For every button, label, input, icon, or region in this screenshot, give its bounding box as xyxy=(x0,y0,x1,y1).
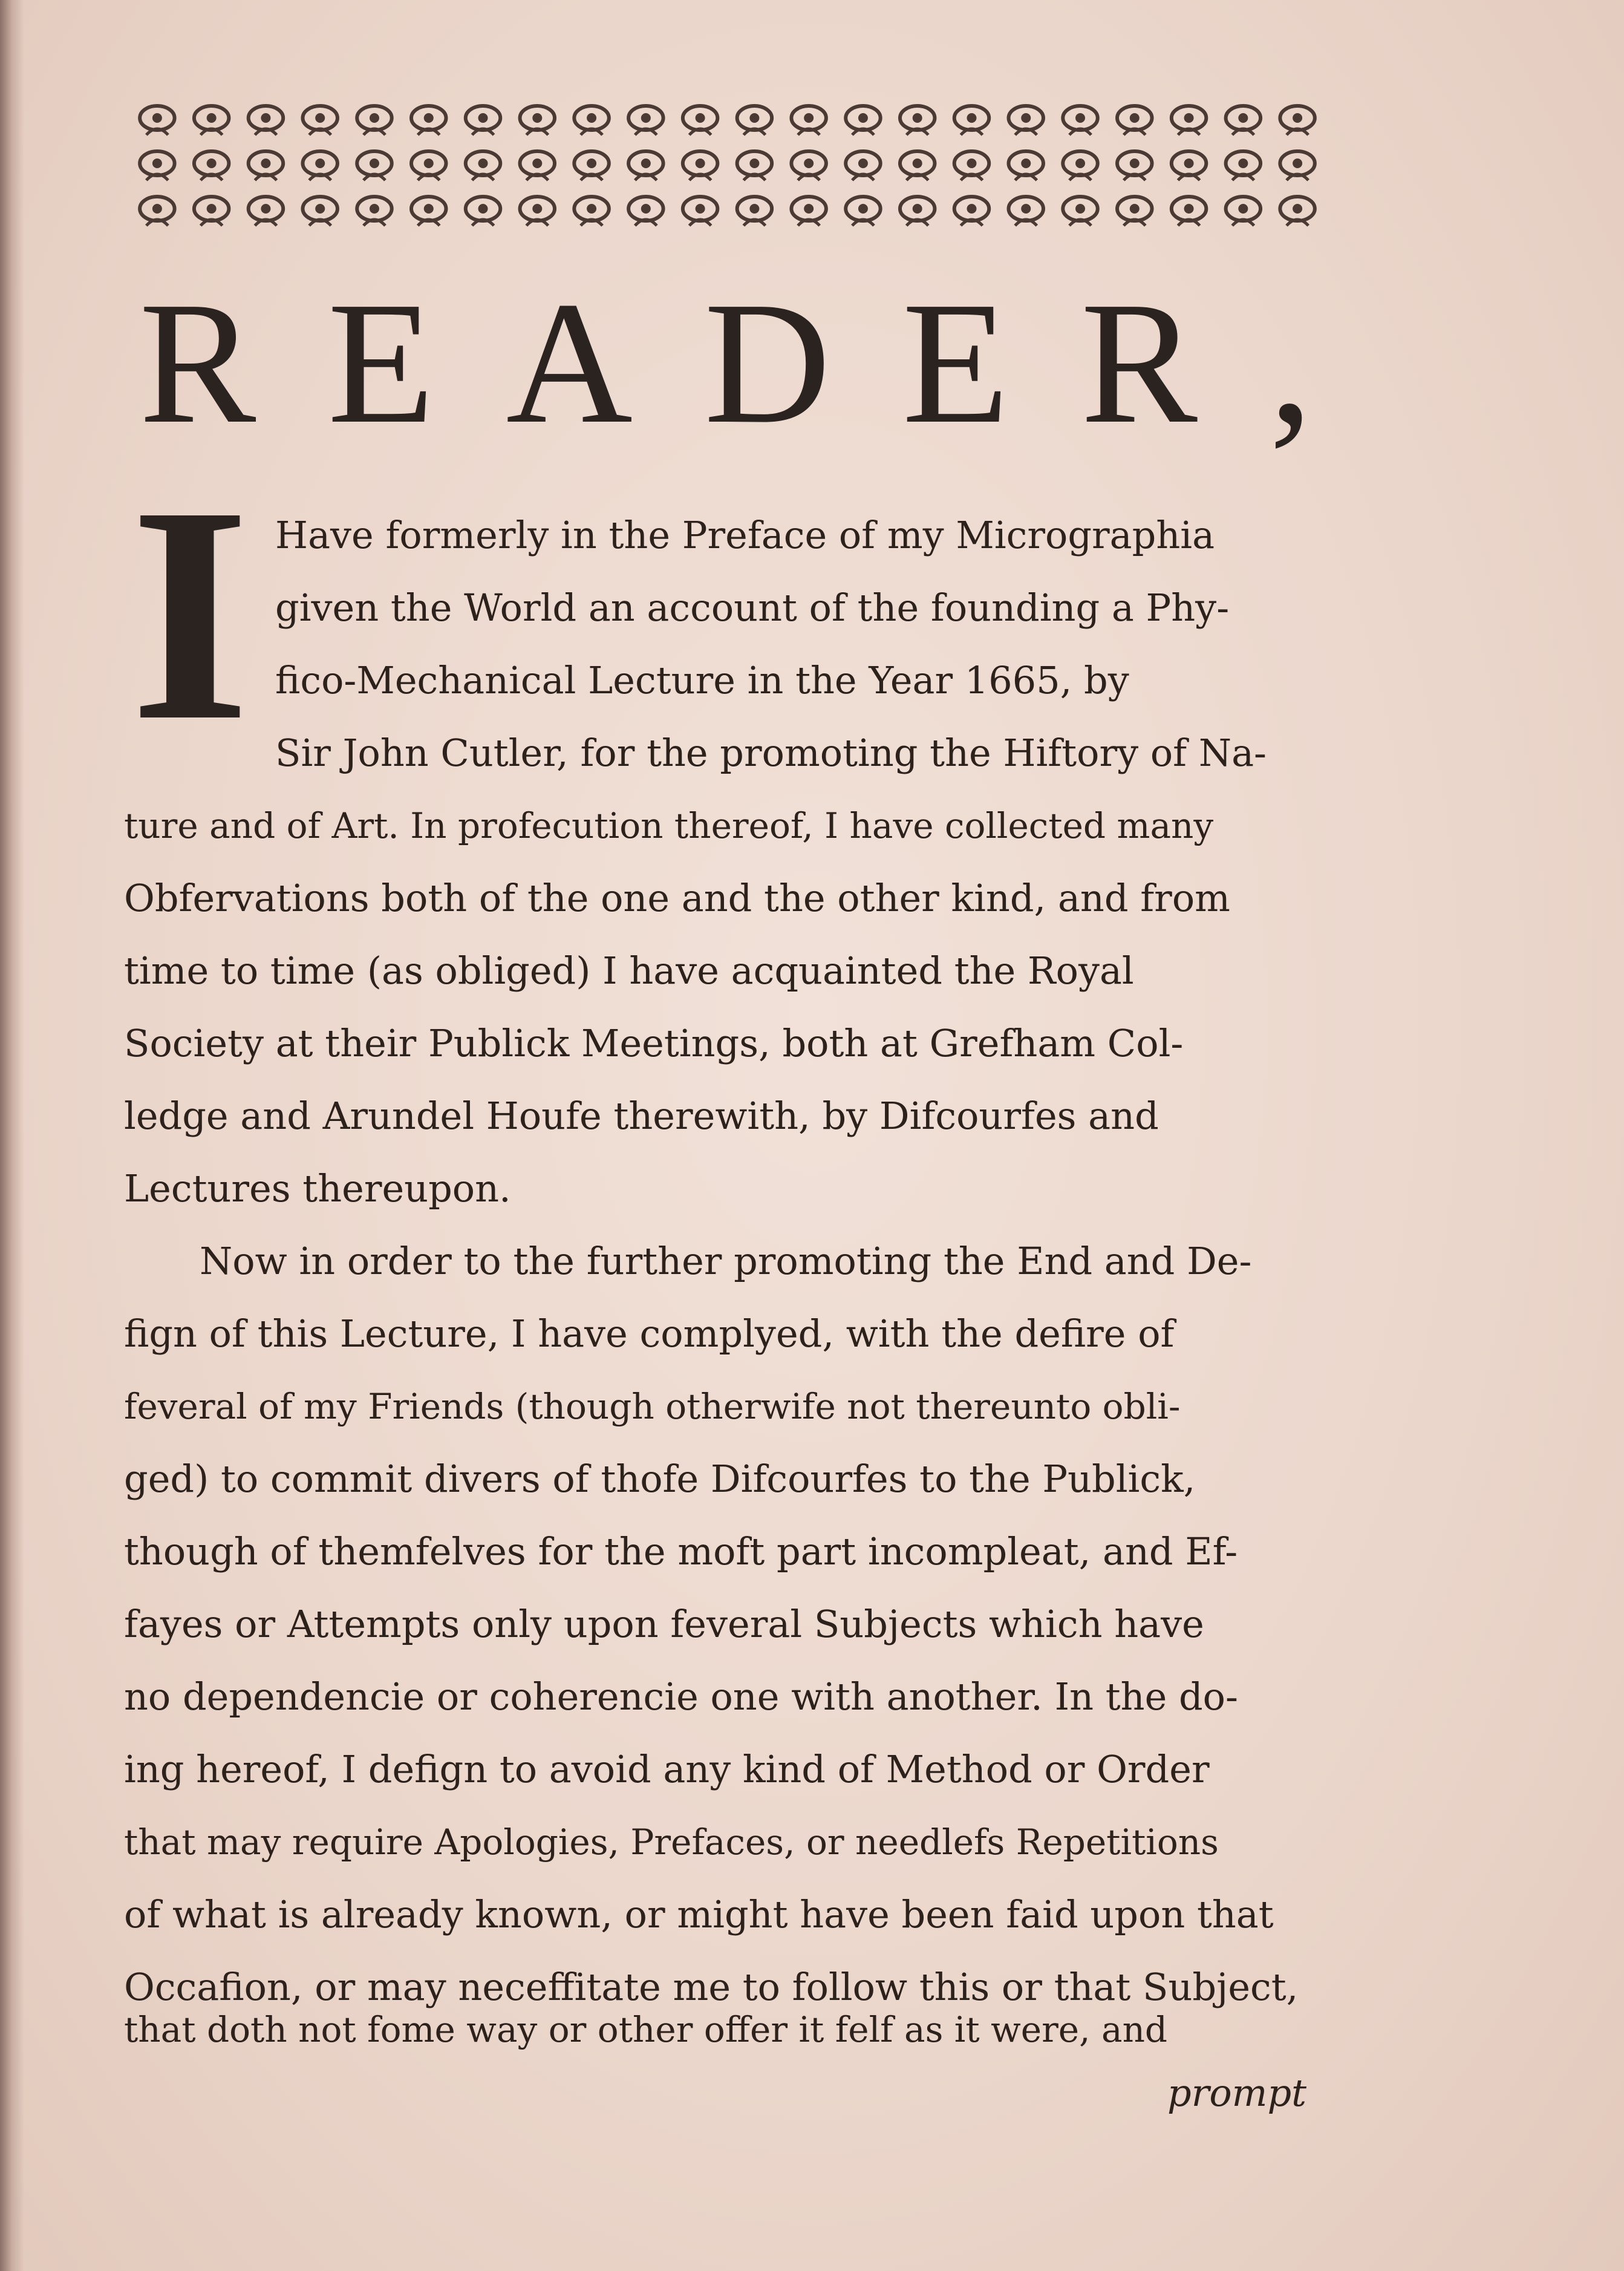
text-line-5: ture and of Art. In profecution thereof, I have collected many xyxy=(124,805,1214,846)
text-line-12: fign of this Lecture, I have complyed, with the defire of xyxy=(124,1312,1175,1356)
text-line-1: Have formerly in the Preface of my Micrographia xyxy=(275,513,1215,557)
drop-cap: I xyxy=(130,443,250,785)
text-line-15: though of themfelves for the moft part incompleat, and Ef- xyxy=(124,1529,1238,1573)
text-line-18: ing hereof, I defign to avoid any kind of Method or Order xyxy=(124,1747,1210,1791)
text-line-3: fico-Mechanical Lecture in the Year 1665, by xyxy=(275,658,1129,702)
text-line-8: Society at their Publick Meetings, both at Grefham Col- xyxy=(124,1021,1184,1065)
text-line-22: that doth not fome way or other offer it felf as it were, and xyxy=(124,2009,1168,2050)
text-line-9: ledge and Arundel Houfe therewith, by Difcourfes and xyxy=(124,1094,1159,1138)
fleuron-band-icon xyxy=(130,100,1325,236)
text-line-7: time to time (as obliged) I have acquainted the Royal xyxy=(124,949,1134,993)
text-line-10: Lectures thereupon. xyxy=(124,1166,511,1211)
text-line-20: of what is already known, or might have been faid upon that xyxy=(124,1892,1274,1936)
catchword: prompt xyxy=(1167,2071,1307,2115)
text-line-19: that may require Apologies, Prefaces, or needlefs Repetitions xyxy=(124,1822,1219,1863)
text-line-6: Obfervations both of the one and the other kind, and from xyxy=(124,876,1230,920)
text-line-21: Occafion, or may neceffitate me to follow this or that Subject, xyxy=(124,1965,1299,2009)
text-line-11: Now in order to the further promoting the End and De- xyxy=(200,1239,1252,1283)
page-heading: READER, xyxy=(139,266,1384,460)
text-line-4: Sir John Cutler, for the promoting the Hiftory of Na- xyxy=(275,731,1267,775)
text-line-17: no dependencie or coherencie one with another. In the do- xyxy=(124,1675,1238,1719)
page-gutter-shadow xyxy=(0,0,24,2271)
text-line-13: feveral of my Friends (though otherwife not thereunto obli- xyxy=(124,1386,1181,1427)
text-line-14: ged) to commit divers of thofe Difcourfes to the Publick, xyxy=(124,1457,1196,1501)
text-line-2: given the World an account of the founding a Phy- xyxy=(275,586,1230,630)
text-line-16: fayes or Attempts only upon feveral Subjects which have xyxy=(124,1602,1204,1646)
